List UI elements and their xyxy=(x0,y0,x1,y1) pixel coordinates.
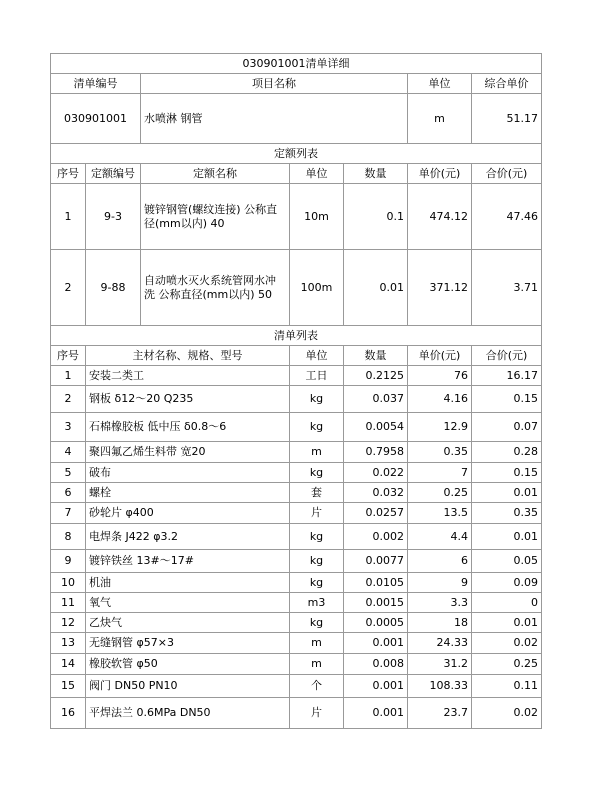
material-unit-price: 3.3 xyxy=(408,593,472,613)
material-row xyxy=(51,613,542,633)
material-row xyxy=(51,654,542,675)
material-qty: 0.0015 xyxy=(344,593,408,613)
material-header-no: 序号 xyxy=(51,346,86,366)
material-total: 0.15 xyxy=(472,386,542,413)
material-row xyxy=(51,366,542,386)
material-header-qty: 数量 xyxy=(344,346,408,366)
material-name: 平焊法兰 0.6MPa DN50 xyxy=(86,698,290,729)
material-qty: 0.0105 xyxy=(344,573,408,593)
material-header-total: 合价(元) xyxy=(472,346,542,366)
quota-section-title: 定额列表 xyxy=(51,144,542,164)
material-total: 0.01 xyxy=(472,483,542,503)
material-name: 无缝钢管 φ57×3 xyxy=(86,633,290,654)
material-total: 0.28 xyxy=(472,442,542,463)
material-name: 聚四氟乙烯生料带 宽20 xyxy=(86,442,290,463)
quota-total: 47.46 xyxy=(472,184,542,250)
material-name: 安装二类工 xyxy=(86,366,290,386)
material-unit-price: 23.7 xyxy=(408,698,472,729)
material-unit-price: 4.4 xyxy=(408,524,472,550)
material-row xyxy=(51,483,542,503)
material-unit: 片 xyxy=(290,698,344,729)
quota-header-no: 序号 xyxy=(51,164,86,184)
material-qty: 0.0077 xyxy=(344,550,408,573)
material-unit: m xyxy=(290,633,344,654)
quota-unit-price: 371.12 xyxy=(408,250,472,326)
material-name: 电焊条 J422 φ3.2 xyxy=(86,524,290,550)
material-name: 砂轮片 φ400 xyxy=(86,503,290,524)
material-header-name: 主材名称、规格、型号 xyxy=(86,346,290,366)
material-unit: m xyxy=(290,442,344,463)
material-qty: 0.0054 xyxy=(344,413,408,442)
material-unit-price: 0.25 xyxy=(408,483,472,503)
material-name: 螺栓 xyxy=(86,483,290,503)
quota-header-total: 合价(元) xyxy=(472,164,542,184)
material-unit: kg xyxy=(290,386,344,413)
quota-no: 2 xyxy=(51,250,86,326)
material-no: 14 xyxy=(51,654,86,675)
material-name: 钢板 δ12～20 Q235 xyxy=(86,386,290,413)
quota-header-name: 定额名称 xyxy=(141,164,290,184)
material-unit-price: 76 xyxy=(408,366,472,386)
material-no: 2 xyxy=(51,386,86,413)
material-section-title: 清单列表 xyxy=(51,326,542,346)
material-no: 12 xyxy=(51,613,86,633)
material-qty: 0.022 xyxy=(344,463,408,483)
material-total: 0.35 xyxy=(472,503,542,524)
material-no: 13 xyxy=(51,633,86,654)
quota-header-code: 定额编号 xyxy=(86,164,141,184)
material-total: 0.02 xyxy=(472,698,542,729)
material-row xyxy=(51,593,542,613)
material-unit: 套 xyxy=(290,483,344,503)
material-no: 4 xyxy=(51,442,86,463)
material-no: 1 xyxy=(51,366,86,386)
material-no: 10 xyxy=(51,573,86,593)
material-qty: 0.001 xyxy=(344,633,408,654)
material-name: 机油 xyxy=(86,573,290,593)
material-unit-price: 9 xyxy=(408,573,472,593)
material-unit-price: 18 xyxy=(408,613,472,633)
material-row xyxy=(51,550,542,573)
material-name: 石棉橡胶板 低中压 δ0.8～6 xyxy=(86,413,290,442)
material-qty: 0.001 xyxy=(344,698,408,729)
material-header-unit: 单位 xyxy=(290,346,344,366)
quota-unit: 100m xyxy=(290,250,344,326)
material-unit-price: 7 xyxy=(408,463,472,483)
quota-header-unit-price: 单价(元) xyxy=(408,164,472,184)
material-total: 0.25 xyxy=(472,654,542,675)
item-price: 51.17 xyxy=(472,94,542,144)
material-qty: 0.7958 xyxy=(344,442,408,463)
material-no: 8 xyxy=(51,524,86,550)
material-unit-price: 12.9 xyxy=(408,413,472,442)
material-qty: 0.0005 xyxy=(344,613,408,633)
material-no: 11 xyxy=(51,593,86,613)
material-total: 0.11 xyxy=(472,675,542,698)
material-unit: kg xyxy=(290,550,344,573)
material-unit-price: 108.33 xyxy=(408,675,472,698)
material-unit: kg xyxy=(290,463,344,483)
quota-code: 9-88 xyxy=(86,250,141,326)
material-unit: 片 xyxy=(290,503,344,524)
material-qty: 0.008 xyxy=(344,654,408,675)
material-no: 16 xyxy=(51,698,86,729)
header-code: 清单编号 xyxy=(51,74,141,94)
quota-qty: 0.01 xyxy=(344,250,408,326)
material-total: 0.09 xyxy=(472,573,542,593)
material-qty: 0.001 xyxy=(344,675,408,698)
material-row xyxy=(51,698,542,729)
material-total: 16.17 xyxy=(472,366,542,386)
material-row xyxy=(51,463,542,483)
detail-table xyxy=(50,53,542,729)
material-qty: 0.2125 xyxy=(344,366,408,386)
material-total: 0.05 xyxy=(472,550,542,573)
quota-unit: 10m xyxy=(290,184,344,250)
material-row xyxy=(51,573,542,593)
material-total: 0.07 xyxy=(472,413,542,442)
material-unit: kg xyxy=(290,413,344,442)
material-no: 9 xyxy=(51,550,86,573)
quota-no: 1 xyxy=(51,184,86,250)
material-total: 0.02 xyxy=(472,633,542,654)
item-name: 水喷淋 钢管 xyxy=(141,94,408,144)
material-name: 氧气 xyxy=(86,593,290,613)
material-unit: 工日 xyxy=(290,366,344,386)
material-total: 0.01 xyxy=(472,524,542,550)
material-unit-price: 31.2 xyxy=(408,654,472,675)
material-no: 6 xyxy=(51,483,86,503)
item-unit: m xyxy=(408,94,472,144)
material-unit-price: 24.33 xyxy=(408,633,472,654)
material-unit: m3 xyxy=(290,593,344,613)
material-no: 7 xyxy=(51,503,86,524)
material-no: 3 xyxy=(51,413,86,442)
header-name: 项目名称 xyxy=(141,74,408,94)
material-unit-price: 0.35 xyxy=(408,442,472,463)
quota-total: 3.71 xyxy=(472,250,542,326)
material-name: 阀门 DN50 PN10 xyxy=(86,675,290,698)
material-qty: 0.002 xyxy=(344,524,408,550)
material-row xyxy=(51,413,542,442)
quota-row xyxy=(51,250,542,326)
material-name: 破布 xyxy=(86,463,290,483)
item-code: 030901001 xyxy=(51,94,141,144)
material-no: 15 xyxy=(51,675,86,698)
material-no: 5 xyxy=(51,463,86,483)
material-unit-price: 13.5 xyxy=(408,503,472,524)
material-row xyxy=(51,386,542,413)
quota-name: 镀锌钢管(螺纹连接) 公称直径(mm以内) 40 xyxy=(141,184,290,250)
material-row xyxy=(51,524,542,550)
material-row xyxy=(51,503,542,524)
table-title: 030901001清单详细 xyxy=(51,54,542,74)
header-unit: 单位 xyxy=(408,74,472,94)
quota-header-qty: 数量 xyxy=(344,164,408,184)
material-qty: 0.037 xyxy=(344,386,408,413)
material-name: 乙炔气 xyxy=(86,613,290,633)
material-name: 橡胶软管 φ50 xyxy=(86,654,290,675)
material-row xyxy=(51,675,542,698)
material-row xyxy=(51,442,542,463)
header-price: 综合单价 xyxy=(472,74,542,94)
material-total: 0 xyxy=(472,593,542,613)
material-unit-price: 6 xyxy=(408,550,472,573)
quota-code: 9-3 xyxy=(86,184,141,250)
material-list xyxy=(51,366,542,729)
material-unit-price: 4.16 xyxy=(408,386,472,413)
material-name: 镀锌铁丝 13#～17# xyxy=(86,550,290,573)
material-total: 0.01 xyxy=(472,613,542,633)
material-qty: 0.0257 xyxy=(344,503,408,524)
material-header-unit-price: 单价(元) xyxy=(408,346,472,366)
quota-unit-price: 474.12 xyxy=(408,184,472,250)
quota-qty: 0.1 xyxy=(344,184,408,250)
quota-row xyxy=(51,184,542,250)
material-row xyxy=(51,633,542,654)
quota-name: 自动喷水灭火系统管网水冲洗 公称直径(mm以内) 50 xyxy=(141,250,290,326)
material-total: 0.15 xyxy=(472,463,542,483)
material-unit: 个 xyxy=(290,675,344,698)
material-unit: m xyxy=(290,654,344,675)
quota-header-unit: 单位 xyxy=(290,164,344,184)
material-unit: kg xyxy=(290,613,344,633)
material-unit: kg xyxy=(290,524,344,550)
material-unit: kg xyxy=(290,573,344,593)
material-qty: 0.032 xyxy=(344,483,408,503)
